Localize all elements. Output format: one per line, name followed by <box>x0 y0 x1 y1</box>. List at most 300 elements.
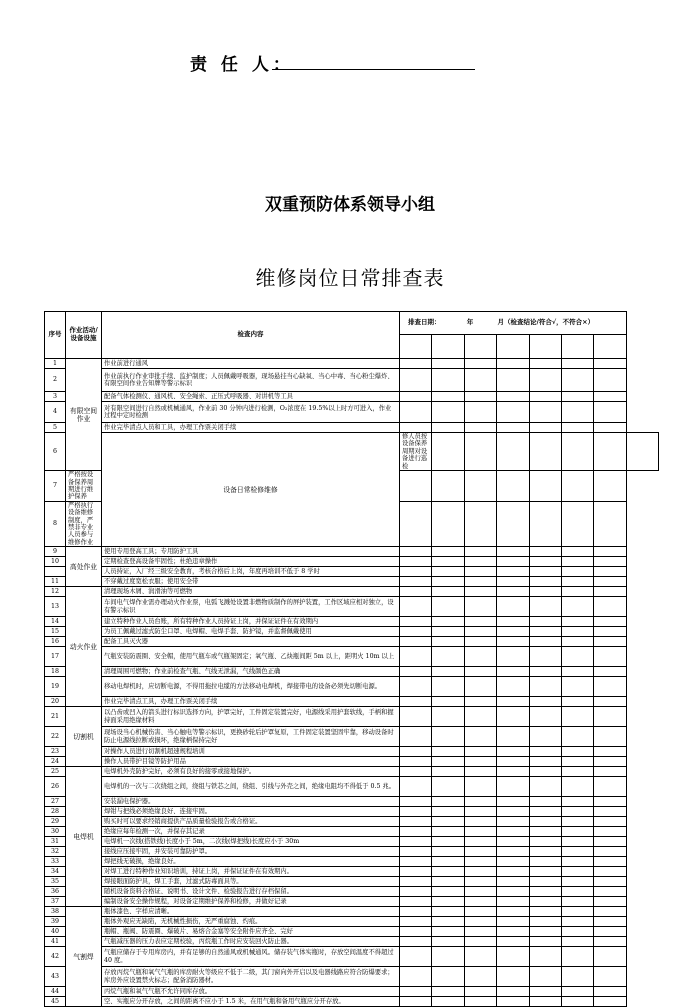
check-cell[interactable] <box>464 857 496 867</box>
check-cell[interactable] <box>432 359 464 369</box>
check-cell[interactable] <box>594 767 626 777</box>
check-cell[interactable] <box>561 827 593 837</box>
check-cell[interactable] <box>529 637 561 647</box>
check-cell[interactable] <box>400 897 432 907</box>
check-cell[interactable] <box>400 917 432 927</box>
check-cell[interactable] <box>529 587 561 597</box>
check-cell[interactable] <box>561 867 593 877</box>
check-cell[interactable] <box>464 402 496 423</box>
check-cell[interactable] <box>400 837 432 847</box>
check-cell[interactable] <box>497 667 529 677</box>
check-cell[interactable] <box>497 617 529 627</box>
check-cell[interactable] <box>529 827 561 837</box>
check-cell[interactable] <box>594 867 626 877</box>
check-cell[interactable] <box>497 547 529 557</box>
check-cell[interactable] <box>497 597 529 617</box>
check-cell[interactable] <box>432 677 464 697</box>
check-cell[interactable] <box>561 617 593 627</box>
check-cell[interactable] <box>400 857 432 867</box>
check-cell[interactable] <box>497 392 529 402</box>
check-cell[interactable] <box>561 727 593 747</box>
check-cell[interactable] <box>594 359 626 369</box>
check-cell[interactable] <box>432 433 464 471</box>
check-cell[interactable] <box>464 597 496 617</box>
check-cell[interactable] <box>497 997 529 1007</box>
check-cell[interactable] <box>464 471 496 502</box>
check-cell[interactable] <box>497 402 529 423</box>
check-cell[interactable] <box>464 937 496 947</box>
check-cell[interactable] <box>594 557 626 567</box>
check-cell[interactable] <box>497 847 529 857</box>
check-cell[interactable] <box>529 937 561 947</box>
check-cell[interactable] <box>529 697 561 707</box>
check-cell[interactable] <box>464 917 496 927</box>
check-cell[interactable] <box>432 577 464 587</box>
check-cell[interactable] <box>561 947 593 967</box>
check-cell[interactable] <box>432 837 464 847</box>
check-cell[interactable] <box>432 727 464 747</box>
check-cell[interactable] <box>594 837 626 847</box>
check-cell[interactable] <box>432 767 464 777</box>
check-cell[interactable] <box>497 917 529 927</box>
check-cell[interactable] <box>432 567 464 577</box>
check-cell[interactable] <box>529 837 561 847</box>
check-cell[interactable] <box>400 867 432 877</box>
check-cell[interactable] <box>464 392 496 402</box>
check-cell[interactable] <box>432 557 464 567</box>
check-cell[interactable] <box>529 767 561 777</box>
check-cell[interactable] <box>594 917 626 927</box>
check-cell[interactable] <box>432 587 464 597</box>
check-cell[interactable] <box>400 707 432 727</box>
check-cell[interactable] <box>594 547 626 557</box>
check-cell[interactable] <box>561 677 593 697</box>
check-cell[interactable] <box>497 433 529 471</box>
check-cell[interactable] <box>497 907 529 917</box>
check-cell[interactable] <box>594 877 626 887</box>
check-cell[interactable] <box>529 617 561 627</box>
check-cell[interactable] <box>400 697 432 707</box>
check-cell[interactable] <box>497 501 529 547</box>
check-cell[interactable] <box>529 627 561 637</box>
check-cell[interactable] <box>432 967 464 987</box>
check-cell[interactable] <box>529 677 561 697</box>
check-cell[interactable] <box>400 647 432 667</box>
check-cell[interactable] <box>497 369 529 392</box>
check-cell[interactable] <box>561 423 593 433</box>
check-cell[interactable] <box>529 777 561 797</box>
check-cell[interactable] <box>432 797 464 807</box>
check-cell[interactable] <box>529 897 561 907</box>
check-cell[interactable] <box>497 777 529 797</box>
check-cell[interactable] <box>594 807 626 817</box>
check-cell[interactable] <box>594 637 626 647</box>
check-cell[interactable] <box>497 423 529 433</box>
check-cell[interactable] <box>432 501 464 547</box>
check-cell[interactable] <box>561 857 593 867</box>
check-cell[interactable] <box>529 887 561 897</box>
check-cell[interactable] <box>529 597 561 617</box>
check-cell[interactable] <box>400 667 432 677</box>
check-cell[interactable] <box>464 423 496 433</box>
check-cell[interactable] <box>400 501 432 547</box>
check-cell[interactable] <box>464 837 496 847</box>
check-cell[interactable] <box>561 777 593 797</box>
check-cell[interactable] <box>561 667 593 677</box>
check-cell[interactable] <box>400 471 432 502</box>
check-cell[interactable] <box>561 767 593 777</box>
check-cell[interactable] <box>529 847 561 857</box>
check-cell[interactable] <box>400 757 432 767</box>
check-cell[interactable] <box>432 847 464 857</box>
check-cell[interactable] <box>497 637 529 647</box>
check-cell[interactable] <box>529 471 561 502</box>
check-cell[interactable] <box>529 567 561 577</box>
check-cell[interactable] <box>529 547 561 557</box>
check-cell[interactable] <box>464 667 496 677</box>
check-cell[interactable] <box>594 857 626 867</box>
check-cell[interactable] <box>594 597 626 617</box>
check-cell[interactable] <box>432 423 464 433</box>
check-cell[interactable] <box>432 897 464 907</box>
check-cell[interactable] <box>400 827 432 837</box>
check-cell[interactable] <box>497 359 529 369</box>
check-cell[interactable] <box>464 577 496 587</box>
check-cell[interactable] <box>594 423 626 433</box>
check-cell[interactable] <box>464 617 496 627</box>
check-cell[interactable] <box>464 677 496 697</box>
check-cell[interactable] <box>561 847 593 857</box>
check-cell[interactable] <box>432 667 464 677</box>
check-cell[interactable] <box>561 471 593 502</box>
check-cell[interactable] <box>561 697 593 707</box>
check-cell[interactable] <box>497 471 529 502</box>
check-cell[interactable] <box>464 867 496 877</box>
check-cell[interactable] <box>497 827 529 837</box>
check-cell[interactable] <box>497 807 529 817</box>
check-cell[interactable] <box>561 757 593 767</box>
check-cell[interactable] <box>529 501 561 547</box>
check-cell[interactable] <box>400 359 432 369</box>
check-cell[interactable] <box>594 927 626 937</box>
check-cell[interactable] <box>464 777 496 797</box>
check-cell[interactable] <box>400 587 432 597</box>
check-cell[interactable] <box>594 907 626 917</box>
check-cell[interactable] <box>464 797 496 807</box>
check-cell[interactable] <box>464 627 496 637</box>
check-cell[interactable] <box>400 392 432 402</box>
check-cell[interactable] <box>497 747 529 757</box>
check-cell[interactable] <box>432 547 464 557</box>
check-cell[interactable] <box>594 501 626 547</box>
check-cell[interactable] <box>529 997 561 1007</box>
check-cell[interactable] <box>497 767 529 777</box>
check-cell[interactable] <box>497 867 529 877</box>
check-cell[interactable] <box>529 727 561 747</box>
check-cell[interactable] <box>529 667 561 677</box>
check-cell[interactable] <box>464 887 496 897</box>
check-cell[interactable] <box>497 817 529 827</box>
check-cell[interactable] <box>529 987 561 997</box>
check-cell[interactable] <box>464 727 496 747</box>
check-cell[interactable] <box>400 797 432 807</box>
check-cell[interactable] <box>432 927 464 937</box>
check-cell[interactable] <box>497 577 529 587</box>
check-cell[interactable] <box>432 757 464 767</box>
check-cell[interactable] <box>432 647 464 667</box>
check-cell[interactable] <box>561 927 593 937</box>
check-cell[interactable] <box>561 637 593 647</box>
check-cell[interactable] <box>432 907 464 917</box>
check-cell[interactable] <box>594 402 626 423</box>
check-cell[interactable] <box>561 647 593 667</box>
check-cell[interactable] <box>464 807 496 817</box>
check-cell[interactable] <box>594 369 626 392</box>
check-cell[interactable] <box>464 947 496 967</box>
check-cell[interactable] <box>529 917 561 927</box>
check-cell[interactable] <box>464 897 496 907</box>
check-cell[interactable] <box>561 369 593 392</box>
check-cell[interactable] <box>561 937 593 947</box>
check-cell[interactable] <box>594 577 626 587</box>
check-cell[interactable] <box>594 747 626 757</box>
check-cell[interactable] <box>432 987 464 997</box>
check-cell[interactable] <box>400 597 432 617</box>
check-cell[interactable] <box>432 617 464 627</box>
check-cell[interactable] <box>432 937 464 947</box>
check-cell[interactable] <box>594 997 626 1007</box>
check-cell[interactable] <box>594 987 626 997</box>
check-cell[interactable] <box>464 847 496 857</box>
check-cell[interactable] <box>464 967 496 987</box>
check-cell[interactable] <box>432 807 464 817</box>
check-cell[interactable] <box>561 987 593 997</box>
check-cell[interactable] <box>594 647 626 667</box>
check-cell[interactable] <box>400 423 432 433</box>
check-cell[interactable] <box>594 433 626 471</box>
check-cell[interactable] <box>497 707 529 727</box>
check-cell[interactable] <box>464 501 496 547</box>
check-cell[interactable] <box>464 547 496 557</box>
check-cell[interactable] <box>594 392 626 402</box>
check-cell[interactable] <box>497 967 529 987</box>
check-cell[interactable] <box>594 797 626 807</box>
check-cell[interactable] <box>400 777 432 797</box>
check-cell[interactable] <box>432 597 464 617</box>
check-cell[interactable] <box>561 587 593 597</box>
check-cell[interactable] <box>561 402 593 423</box>
check-cell[interactable] <box>497 937 529 947</box>
check-cell[interactable] <box>432 369 464 392</box>
check-cell[interactable] <box>432 392 464 402</box>
check-cell[interactable] <box>497 677 529 697</box>
check-cell[interactable] <box>464 647 496 667</box>
check-cell[interactable] <box>400 617 432 627</box>
check-cell[interactable] <box>464 817 496 827</box>
check-cell[interactable] <box>432 817 464 827</box>
check-cell[interactable] <box>561 997 593 1007</box>
check-cell[interactable] <box>594 827 626 837</box>
check-cell[interactable] <box>594 697 626 707</box>
check-cell[interactable] <box>561 797 593 807</box>
check-cell[interactable] <box>400 627 432 637</box>
check-cell[interactable] <box>400 369 432 392</box>
check-cell[interactable] <box>464 433 496 471</box>
check-cell[interactable] <box>400 677 432 697</box>
check-cell[interactable] <box>529 807 561 817</box>
check-cell[interactable] <box>594 677 626 697</box>
check-cell[interactable] <box>497 837 529 847</box>
check-cell[interactable] <box>432 947 464 967</box>
check-cell[interactable] <box>594 627 626 637</box>
check-cell[interactable] <box>432 627 464 637</box>
check-cell[interactable] <box>497 587 529 597</box>
check-cell[interactable] <box>400 577 432 587</box>
check-cell[interactable] <box>529 877 561 887</box>
check-cell[interactable] <box>529 857 561 867</box>
check-cell[interactable] <box>464 877 496 887</box>
check-cell[interactable] <box>400 402 432 423</box>
check-cell[interactable] <box>497 927 529 937</box>
check-cell[interactable] <box>561 707 593 727</box>
check-cell[interactable] <box>594 587 626 597</box>
check-cell[interactable] <box>561 627 593 637</box>
check-cell[interactable] <box>464 697 496 707</box>
check-cell[interactable] <box>594 471 626 502</box>
check-cell[interactable] <box>464 927 496 937</box>
check-cell[interactable] <box>400 987 432 997</box>
check-cell[interactable] <box>529 402 561 423</box>
check-cell[interactable] <box>400 637 432 647</box>
check-cell[interactable] <box>432 877 464 887</box>
check-cell[interactable] <box>497 567 529 577</box>
check-cell[interactable] <box>497 857 529 867</box>
check-cell[interactable] <box>561 877 593 887</box>
check-cell[interactable] <box>594 967 626 987</box>
check-cell[interactable] <box>529 967 561 987</box>
check-cell[interactable] <box>529 797 561 807</box>
check-cell[interactable] <box>561 501 593 547</box>
check-cell[interactable] <box>529 369 561 392</box>
check-cell[interactable] <box>594 887 626 897</box>
check-cell[interactable] <box>561 887 593 897</box>
check-cell[interactable] <box>594 757 626 767</box>
check-cell[interactable] <box>497 697 529 707</box>
check-cell[interactable] <box>561 817 593 827</box>
check-cell[interactable] <box>400 907 432 917</box>
check-cell[interactable] <box>594 937 626 947</box>
check-cell[interactable] <box>561 917 593 927</box>
check-cell[interactable] <box>464 747 496 757</box>
check-cell[interactable] <box>529 867 561 877</box>
check-cell[interactable] <box>497 877 529 887</box>
check-cell[interactable] <box>594 667 626 677</box>
check-cell[interactable] <box>464 767 496 777</box>
check-cell[interactable] <box>464 707 496 727</box>
check-cell[interactable] <box>594 707 626 727</box>
check-cell[interactable] <box>464 827 496 837</box>
check-cell[interactable] <box>400 947 432 967</box>
check-cell[interactable] <box>497 987 529 997</box>
check-cell[interactable] <box>464 637 496 647</box>
check-cell[interactable] <box>529 927 561 937</box>
check-cell[interactable] <box>464 987 496 997</box>
check-cell[interactable] <box>400 767 432 777</box>
check-cell[interactable] <box>432 827 464 837</box>
check-cell[interactable] <box>497 557 529 567</box>
check-cell[interactable] <box>400 887 432 897</box>
check-cell[interactable] <box>497 797 529 807</box>
check-cell[interactable] <box>561 433 593 471</box>
check-cell[interactable] <box>529 907 561 917</box>
check-cell[interactable] <box>400 847 432 857</box>
check-cell[interactable] <box>400 727 432 747</box>
check-cell[interactable] <box>561 557 593 567</box>
check-cell[interactable] <box>432 402 464 423</box>
check-cell[interactable] <box>432 867 464 877</box>
check-cell[interactable] <box>432 777 464 797</box>
check-cell[interactable] <box>400 567 432 577</box>
check-cell[interactable] <box>464 757 496 767</box>
check-cell[interactable] <box>529 947 561 967</box>
check-cell[interactable] <box>561 807 593 817</box>
check-cell[interactable] <box>529 433 561 471</box>
check-cell[interactable] <box>594 847 626 857</box>
check-cell[interactable] <box>594 727 626 747</box>
check-cell[interactable] <box>561 577 593 587</box>
check-cell[interactable] <box>400 877 432 887</box>
check-cell[interactable] <box>432 707 464 727</box>
check-cell[interactable] <box>529 647 561 667</box>
check-cell[interactable] <box>432 747 464 757</box>
check-cell[interactable] <box>529 817 561 827</box>
check-cell[interactable] <box>594 617 626 627</box>
check-cell[interactable] <box>432 917 464 927</box>
check-cell[interactable] <box>529 707 561 727</box>
check-cell[interactable] <box>497 627 529 637</box>
check-cell[interactable] <box>432 697 464 707</box>
check-cell[interactable] <box>561 837 593 847</box>
check-cell[interactable] <box>594 817 626 827</box>
check-cell[interactable] <box>432 637 464 647</box>
check-cell[interactable] <box>529 392 561 402</box>
check-cell[interactable] <box>400 747 432 757</box>
check-cell[interactable] <box>626 433 658 471</box>
check-cell[interactable] <box>594 567 626 577</box>
check-cell[interactable] <box>464 907 496 917</box>
check-cell[interactable] <box>464 359 496 369</box>
check-cell[interactable] <box>561 567 593 577</box>
check-cell[interactable] <box>529 757 561 767</box>
check-cell[interactable] <box>464 587 496 597</box>
check-cell[interactable] <box>561 747 593 757</box>
check-cell[interactable] <box>464 997 496 1007</box>
check-cell[interactable] <box>400 817 432 827</box>
check-cell[interactable] <box>497 887 529 897</box>
check-cell[interactable] <box>561 897 593 907</box>
check-cell[interactable] <box>529 359 561 369</box>
check-cell[interactable] <box>432 887 464 897</box>
check-cell[interactable] <box>561 392 593 402</box>
check-cell[interactable] <box>561 597 593 617</box>
check-cell[interactable] <box>594 947 626 967</box>
check-cell[interactable] <box>400 967 432 987</box>
check-cell[interactable] <box>400 997 432 1007</box>
check-cell[interactable] <box>400 547 432 557</box>
check-cell[interactable] <box>432 471 464 502</box>
check-cell[interactable] <box>594 777 626 797</box>
check-cell[interactable] <box>497 757 529 767</box>
